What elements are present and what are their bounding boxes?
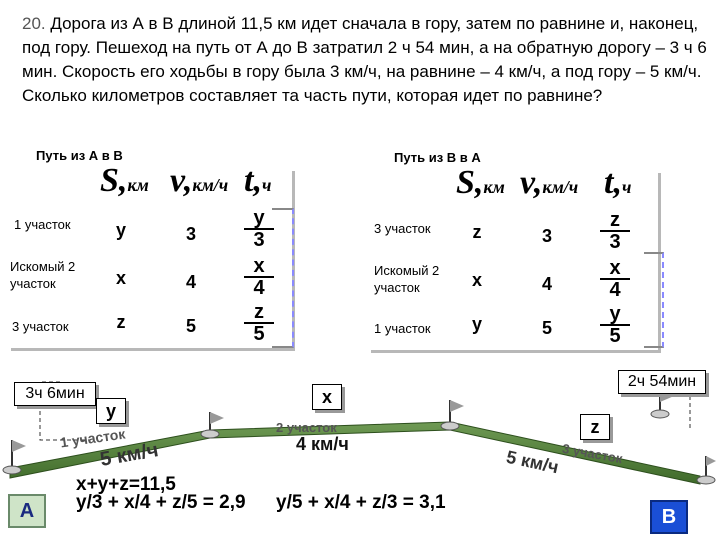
seg3-label: 3 участок bbox=[561, 440, 624, 467]
right-row2-label: Искомый 2 участок bbox=[374, 263, 440, 295]
problem-text bbox=[22, 12, 712, 108]
left-row3-t: $\frac{z}{5}$ bbox=[244, 302, 274, 344]
equation-1: y/3 + x/4 + z/5 = 2,9 bbox=[76, 492, 246, 513]
left-row1-label: 1 участок bbox=[14, 217, 71, 232]
right-col-v: v,км/ч bbox=[520, 164, 579, 201]
seg3-speed: 5 км/ч bbox=[504, 446, 561, 478]
left-row1-v: 3 bbox=[185, 224, 196, 244]
right-row3-s: y bbox=[471, 314, 482, 334]
equation-2: y/5 + x/4 + z/3 = 3,1 bbox=[276, 492, 446, 513]
seg1-label: 1 участок bbox=[59, 425, 127, 451]
right-row2-s: x bbox=[471, 270, 482, 290]
time-right-box: 2ч 54мин bbox=[618, 370, 706, 394]
seg1-speed: 5 км/ч bbox=[98, 439, 161, 471]
left-col-v: v,км/ч bbox=[170, 162, 229, 199]
left-time-brace bbox=[272, 208, 294, 348]
segment-x-box: x bbox=[312, 384, 342, 410]
right-row1-v: 3 bbox=[541, 226, 552, 246]
right-row3-label: 1 участок bbox=[374, 321, 431, 336]
right-row2-t: $\frac{x}{4}$ bbox=[600, 258, 630, 300]
left-row3-label: 3 участок bbox=[12, 319, 69, 334]
time-left-box: 3ч 6мин bbox=[14, 382, 96, 406]
left-row3-v: 5 bbox=[185, 316, 196, 336]
right-row3-v: 5 bbox=[541, 318, 552, 338]
sum-equation: x+y+z=11,5 bbox=[76, 474, 176, 495]
left-row2-s: x bbox=[115, 268, 126, 288]
left-row2-label: Искомый 2 участок bbox=[10, 259, 76, 291]
right-col-s: S,км bbox=[456, 164, 505, 201]
segment-z-box: z bbox=[580, 414, 610, 440]
left-col-t: t,ч bbox=[244, 162, 272, 199]
seg2-label: 2 участок bbox=[276, 420, 337, 435]
point-a: А bbox=[8, 494, 46, 528]
flag-b-icon bbox=[697, 456, 716, 484]
right-row3-t: $\frac{y}{5}$ bbox=[600, 304, 630, 346]
right-row2-v: 4 bbox=[541, 274, 552, 294]
left-row1-s: y bbox=[115, 220, 126, 240]
right-row1-t: $\frac{z}{3}$ bbox=[600, 210, 630, 252]
left-row1-t: $\frac{y}{3}$ bbox=[244, 208, 274, 250]
left-row2-v: 4 bbox=[185, 272, 196, 292]
right-table bbox=[368, 164, 658, 350]
left-row3-s: z bbox=[116, 312, 126, 332]
right-time-brace bbox=[644, 252, 664, 348]
left-row2-t: $\frac{x}{4}$ bbox=[244, 256, 274, 298]
segment-y-box: y bbox=[96, 398, 126, 424]
problem-number: 20. bbox=[22, 14, 46, 33]
left-col-s: S,км bbox=[100, 162, 149, 199]
left-table-header: Путь из А в В bbox=[36, 148, 123, 163]
right-col-t: t,ч bbox=[604, 164, 632, 201]
left-table bbox=[8, 162, 292, 348]
flag-3-icon bbox=[651, 390, 674, 418]
right-row1-s: z bbox=[472, 222, 482, 242]
problem-body: Дорога из А в В длиной 11,5 км идет сначала в гору, затем по равнине и, наконец, под гору. Пешеход на путь от А до В затратил 2 ч 54 мин, а на обратную дорогу – 3 ч 6 мин. Скорость его ходьбы в гору была 3 км/ч, на равнине – 4 км/ч, а под гору – 5 км/ч. Сколько километров составляет та часть пути, которая идет по равнине? bbox=[22, 14, 707, 105]
right-table-header: Путь из В в А bbox=[394, 150, 481, 165]
point-b: В bbox=[650, 500, 688, 534]
right-row1-label: 3 участок bbox=[374, 221, 431, 236]
seg2-speed: 4 км/ч bbox=[296, 434, 349, 454]
